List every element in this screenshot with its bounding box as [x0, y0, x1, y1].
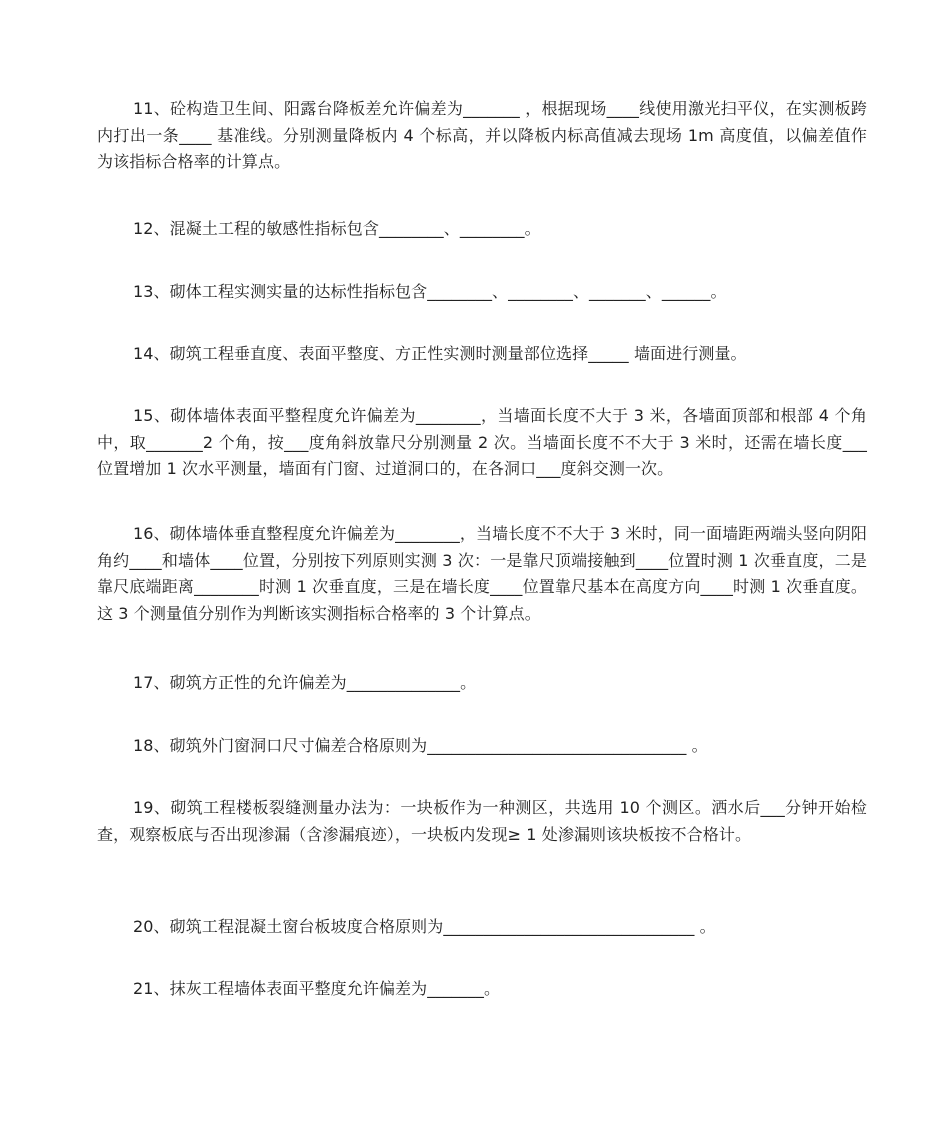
question-18: 18、砌筑外门窗洞口尺寸偏差合格原则为________________________________ 。	[133, 736, 708, 755]
question-20: 20、砌筑工程混凝土窗台板坡度合格原则为_______________________________ 。	[133, 917, 716, 936]
question-21: 21、抹灰工程墙体表面平整度允许偏差为_______。	[133, 979, 501, 998]
question-12: 12、混凝土工程的敏感性指标包含________、________。	[133, 219, 541, 238]
question-19: 19、砌筑工程楼板裂缝测量办法为：一块板作为一种测区，共选用 10 个测区。洒水后___分钟开始检查，观察板底与否出现渗漏（含渗漏痕迹），一块板内发现≥ 1 处渗漏则该块板按不合格计。	[97, 798, 867, 844]
question-16: 16、砌体墙体垂直整程度允许偏差为________，当墙长度不不大于 3 米时，同一面墙距两端头竖向阴阳角约____和墙体____位置，分别按下列原则实测 3 次：一是靠尺顶端接触到____位置时测 1 次垂直度，二是靠尺底端距离________时测 1 次垂直度，三是在墙长度____位置靠尺基本在高度方向____时测 1 次垂直度。这 3 个测量值分别作为判断该实测指标合格率的 3 个计算点。	[97, 524, 867, 623]
question-11: 11、砼构造卫生间、阳露台降板差允许偏差为_______ ，根据现场____线使用激光扫平仪，在实测板跨内打出一条____ 基准线。分别测量降板内 4 个标高，并以降板内标高值减去现场 1m 高度值，以偏差值作为该指标合格率的计算点。	[97, 99, 867, 171]
question-14: 14、砌筑工程垂直度、表面平整度、方正性实测时测量部位选择_____ 墙面进行测量。	[133, 344, 747, 363]
question-17: 17、砌筑方正性的允许偏差为______________。	[133, 673, 477, 692]
question-15: 15、砌体墙体表面平整程度允许偏差为________，当墙面长度不大于 3 米，各墙面顶部和根部 4 个角中，取_______2 个角，按___度角斜放靠尺分别测量 2 次。当墙面长度不不大于 3 米时，还需在墙长度___位置增加 1 次水平测量，墙面有门窗、过道洞口的，在各洞口___度斜交测一次。	[97, 406, 867, 478]
question-13: 13、砌体工程实测实量的达标性指标包含________、________、_______、______。	[133, 282, 727, 301]
